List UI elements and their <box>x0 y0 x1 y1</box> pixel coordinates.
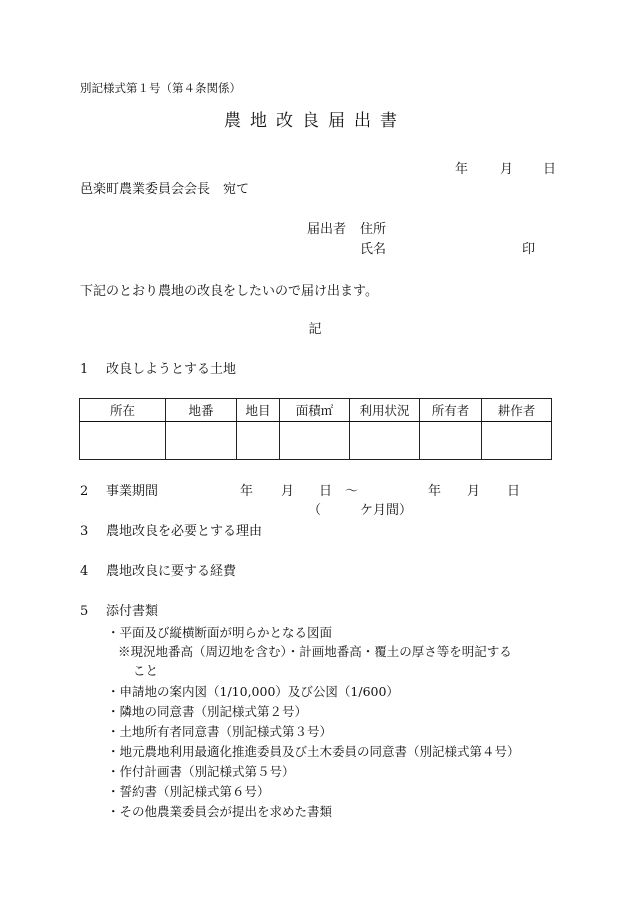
duration-label: ケ月間） <box>360 503 413 518</box>
attachment-item: ・その他農業委員会が提出を求めた書類 <box>107 804 333 819</box>
section-number: 5 <box>80 604 89 619</box>
start-year: 年 <box>240 484 254 499</box>
duration-open: （ <box>308 503 322 518</box>
section-label: 農地改良を必要とする理由 <box>106 524 263 539</box>
header-owner: 所有者 <box>420 399 482 422</box>
section-number: 1 <box>80 362 89 377</box>
cell-area[interactable] <box>280 422 350 460</box>
date-day: 日 <box>543 162 557 177</box>
header-cultivator: 耕作者 <box>482 399 552 422</box>
end-year: 年 <box>428 484 442 499</box>
section-5 <box>80 604 158 620</box>
cell-owner[interactable] <box>420 422 482 460</box>
header-area: 面積㎡ <box>280 399 350 422</box>
date-year: 年 <box>455 162 469 177</box>
date-month: 月 <box>500 162 514 177</box>
section-1 <box>80 362 236 378</box>
section-2 <box>80 484 158 500</box>
table-header-row <box>80 399 552 422</box>
table-row <box>80 422 552 460</box>
intro-text: 下記のとおり農地の改良をしたいので届け出ます。 <box>80 284 378 299</box>
cell-land-category[interactable] <box>237 422 280 460</box>
section-number: 2 <box>80 484 89 499</box>
attachment-item: ・作付計画書（別記様式第５号） <box>107 764 295 779</box>
attachment-note: ※現況地番高（周辺地を含む）・計画地番高・覆土の厚さ等を明記する <box>118 644 512 659</box>
form-number: 別記様式第１号（第４条関係） <box>80 81 241 95</box>
header-land-category: 地目 <box>237 399 280 422</box>
name-label: 氏名 <box>360 242 387 257</box>
attachment-item: ・土地所有者同意書（別記様式第３号） <box>107 724 333 739</box>
header-usage: 利用状況 <box>350 399 420 422</box>
section-label: 農地改良に要する経費 <box>106 564 237 579</box>
cell-usage[interactable] <box>350 422 420 460</box>
seal-mark: 印 <box>522 242 536 257</box>
section-number: 4 <box>80 564 89 579</box>
attachment-note-cont: こと <box>133 663 159 678</box>
attachment-item: ・地元農地利用最適化推進委員及び土木委員の同意書（別記様式第４号） <box>107 744 520 759</box>
start-day: 日 <box>319 484 333 499</box>
section-4 <box>80 564 236 580</box>
section-number: 3 <box>80 524 89 539</box>
end-day: 日 <box>507 484 521 499</box>
addressee: 邑楽町農業委員会会長 宛て <box>80 182 250 197</box>
end-month: 月 <box>467 484 481 499</box>
land-table <box>79 398 552 460</box>
section-label: 事業期間 <box>106 484 159 499</box>
attachment-item: ・申請地の案内図（1/10,000）及び公図（1/600） <box>107 684 399 699</box>
attachment-item: ・隣地の同意書（別記様式第２号） <box>107 704 308 719</box>
section-label: 改良しようとする土地 <box>106 362 237 377</box>
section-label: 添付書類 <box>106 604 159 619</box>
address-label: 住所 <box>360 222 387 237</box>
period-tilde: ～ <box>345 484 359 499</box>
start-month: 月 <box>281 484 295 499</box>
page-title: 農地改良届出書 <box>224 111 406 131</box>
cell-cultivator[interactable] <box>482 422 552 460</box>
ki-heading: 記 <box>308 322 322 337</box>
header-lot-number: 地番 <box>166 399 237 422</box>
submitter-label: 届出者 <box>307 222 347 237</box>
header-location: 所在 <box>80 399 166 422</box>
cell-location[interactable] <box>80 422 166 460</box>
cell-lot-number[interactable] <box>166 422 237 460</box>
section-3 <box>80 524 262 540</box>
attachment-item: ・誓約書（別記様式第６号） <box>107 784 270 799</box>
attachment-item: ・平面及び縦横断面が明らかとなる図面 <box>107 625 333 640</box>
